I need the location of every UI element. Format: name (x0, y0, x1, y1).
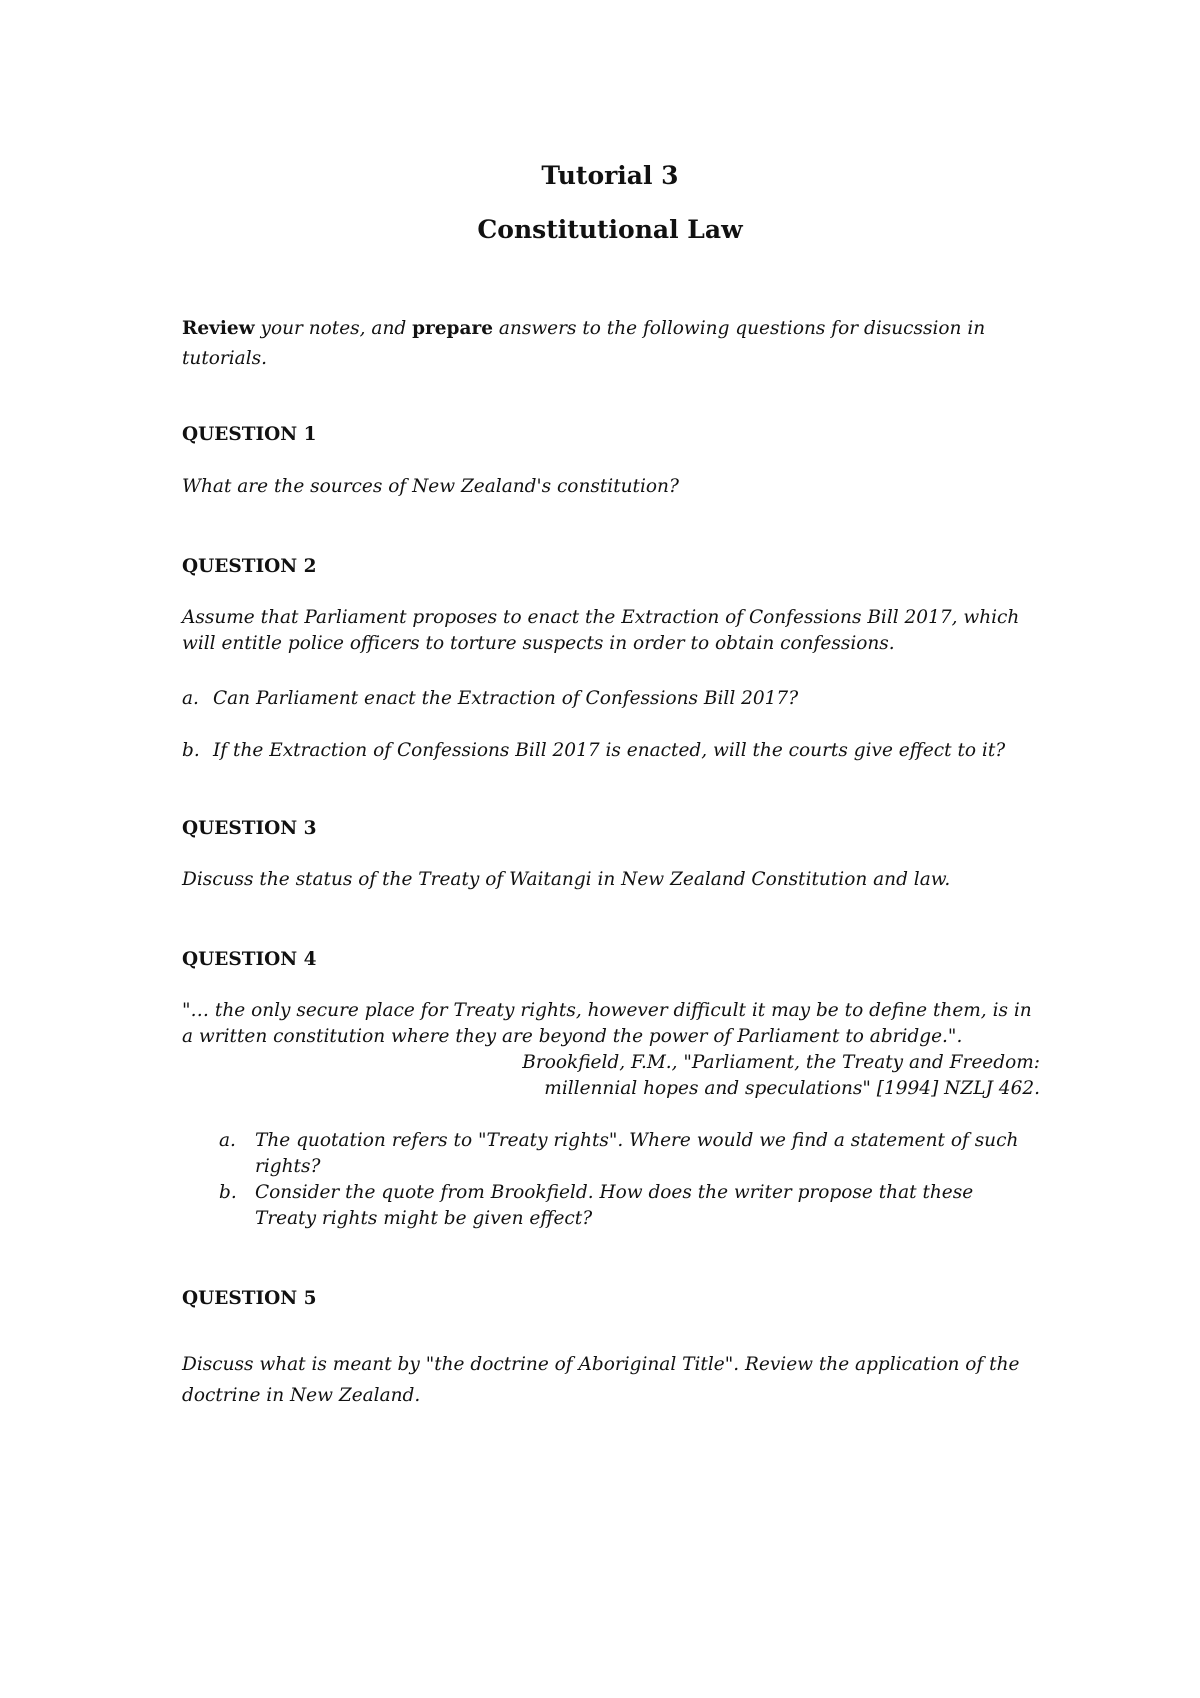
list-item-text: Consider the quote from Brookfield. How does the writer propose that these Treaty rights might be given effect? (255, 1182, 974, 1229)
intro-review: Review (182, 318, 255, 339)
question-4-citation: Brookfield, F.M., "Parliament, the Treaty and Freedom: millennial hopes and speculations" [1994] NZLJ 462. (522, 1052, 1040, 1099)
page-subtitle: Constitutional Law (477, 215, 743, 244)
list-marker: b. (219, 1182, 237, 1203)
question-4-item-a (219, 1128, 1039, 1180)
question-2-item-b (182, 738, 1062, 764)
question-2-item-a (182, 686, 1062, 712)
list-item-text: If the Extraction of Confessions Bill 2017 is enacted, will the courts give effect to it? (213, 740, 1006, 761)
question-2-heading: QUESTION 2 (182, 556, 317, 577)
question-2-text: Assume that Parliament proposes to enact the Extraction of Confessions Bill 2017, which will entitle police officers to torture suspects in order to obtain confessions. (182, 607, 1020, 654)
list-item-text: Can Parliament enact the Extraction of Confessions Bill 2017? (213, 688, 799, 709)
question-4-quote: "… the only secure place for Treaty rights, however difficult it may be to define them, is in a written constitution where they are beyond the power of Parliament to abridge.". (182, 1000, 1032, 1047)
question-5-heading: QUESTION 5 (182, 1288, 317, 1309)
question-3-text: Discuss the status of the Treaty of Waitangi in New Zealand Constitution and law. (182, 869, 951, 890)
list-item-text: The quotation refers to "Treaty rights". Where would we find a statement of such rights? (255, 1130, 1019, 1177)
list-marker: b. (182, 740, 200, 761)
page-title: Tutorial 3 (541, 161, 679, 190)
question-5-text: Discuss what is meant by "the doctrine of Aboriginal Title". Review the application of the doctrine in New Zealand. (182, 1354, 1020, 1406)
question-3-heading: QUESTION 3 (182, 818, 317, 839)
question-1-text: What are the sources of New Zealand's constitution? (182, 476, 679, 497)
intro-text-2: answers to the following questions for disucssion in tutorials. (182, 318, 986, 369)
list-marker: a. (182, 688, 199, 709)
question-4-item-b (219, 1180, 1039, 1232)
question-4-heading: QUESTION 4 (182, 949, 317, 970)
intro-text-1: your notes, and (254, 318, 413, 339)
list-marker: a. (219, 1130, 236, 1151)
question-1-heading: QUESTION 1 (182, 424, 317, 445)
intro-prepare: prepare (412, 318, 493, 339)
intro-paragraph (182, 314, 1022, 374)
